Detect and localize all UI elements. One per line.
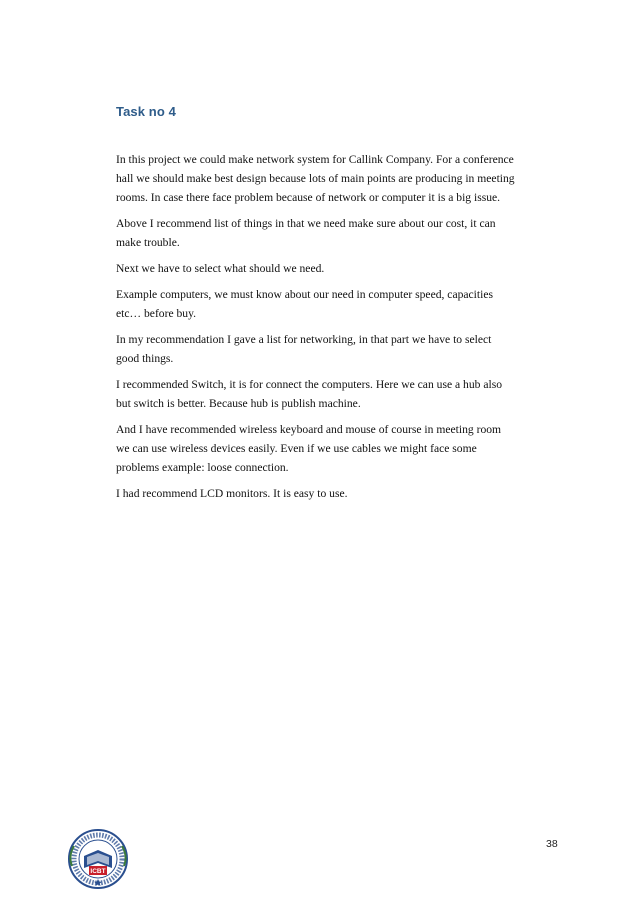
paragraph-line: but switch is better. Because hub is publish machine. <box>116 397 361 410</box>
paragraph-line: In this project we could make network system for Callink Company. For a conference <box>116 153 514 166</box>
paragraph <box>116 375 566 413</box>
paragraph <box>116 285 566 323</box>
paragraph-line: we can use wireless devices easily. Even if we use cables we might face some <box>116 442 477 455</box>
paragraph-line: make trouble. <box>116 236 180 249</box>
page-number: 38 <box>546 838 558 850</box>
paragraph <box>116 150 566 207</box>
paragraph-line: hall we should make best design because lots of main points are producing in meeting <box>116 172 515 185</box>
page-heading: Task no 4 <box>116 104 176 119</box>
paragraph-line: good things. <box>116 352 174 365</box>
paragraph <box>116 214 566 252</box>
paragraph-line: And I have recommended wireless keyboard and mouse of course in meeting room <box>116 423 502 436</box>
paragraph <box>116 259 566 278</box>
paragraph-line: rooms. In case there face problem because of network or computer it is a big issue. <box>116 191 501 204</box>
paragraph <box>116 484 566 503</box>
paragraph-line: Example computers, we must know about our need in computer speed, capacities <box>116 288 494 301</box>
paragraph-line: I had recommend LCD monitors. It is easy to use. <box>116 487 348 500</box>
paragraph-line: Next we have to select what should we need. <box>116 262 325 275</box>
paragraph <box>116 420 566 477</box>
seal-text: ICBT <box>90 868 106 875</box>
paragraph-line: etc… before buy. <box>116 307 197 320</box>
paragraph-line: Above I recommend list of things in that we need make sure about our cost, it can <box>116 217 496 230</box>
document-body <box>116 150 566 510</box>
paragraph-line: I recommended Switch, it is for connect the computers. Here we can use a hub also <box>116 378 503 391</box>
paragraph-line: problems example: loose connection. <box>116 461 289 474</box>
paragraph-line: In my recommendation I gave a list for networking, in that part we have to select <box>116 333 492 346</box>
paragraph <box>116 330 566 368</box>
college-seal-icon <box>58 826 138 890</box>
